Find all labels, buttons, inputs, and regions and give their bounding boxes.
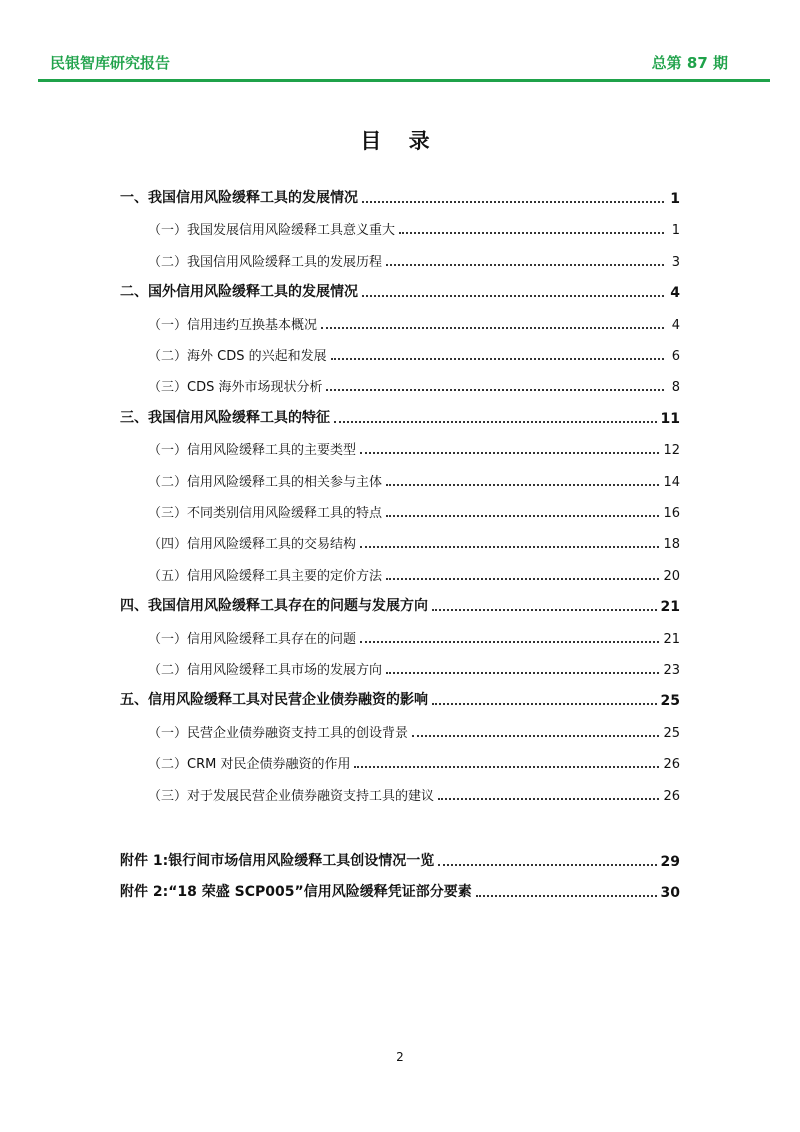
toc-entry-label: 一、我国信用风险缓释工具的发展情况 [120,190,358,206]
toc-leader-dots [331,357,664,360]
toc-entry-page: 16 [663,506,680,521]
toc-leader-dots [438,797,659,800]
toc-leader-dots [438,863,656,866]
toc-section-entry[interactable] [148,246,680,270]
toc-entry-label: （二）海外 CDS 的兴起和发展 [148,349,327,364]
toc-leader-dots [412,734,659,737]
toc-entry-label: （三）CDS 海外市场现状分析 [148,380,323,396]
toc-entry-label: （一）信用违约互换基本概况 [148,317,318,333]
toc-section-entry[interactable] [148,434,680,458]
toc-entry-label: （二）信用风险缓释工具的相关参与主体 [148,474,383,490]
toc-leader-dots [321,326,664,329]
toc-leader-dots [386,263,664,266]
toc-entry-page: 21 [663,631,680,647]
toc-entry-page: 20 [663,568,680,584]
toc-entry-page: 21 [660,599,680,616]
toc-leader-dots [334,420,657,423]
toc-section-entry[interactable] [148,466,680,490]
header-rule [38,79,770,82]
toc-leader-dots [386,671,659,674]
toc-leader-dots [326,388,664,391]
toc-entry-label: 二、国外信用风险缓释工具的发展情况 [120,284,358,301]
toc-leader-dots [476,894,657,897]
toc-chapter-entry[interactable] [120,591,680,615]
toc-entry-page: 14 [663,474,680,490]
toc-section-entry[interactable] [148,717,680,741]
toc-leader-dots [386,483,659,486]
toc-entry-page: 8 [671,380,680,396]
toc-entry-page: 29 [660,854,680,870]
toc-entry-page: 18 [663,537,680,553]
page-header [38,52,770,74]
toc-entry-page: 6 [671,349,680,364]
toc-leader-dots [360,545,659,548]
toc-entry-page: 12 [663,443,680,459]
toc-entry-page: 25 [660,693,680,710]
toc-entry-label: 四、我国信用风险缓释工具存在的问题与发展方向 [120,598,428,615]
toc-entry-label: （二）信用风险缓释工具市场的发展方向 [148,663,383,678]
page-number: 2 [396,1050,404,1064]
toc-appendix-entry[interactable] [120,877,680,901]
toc-entry-page: 4 [670,285,680,302]
report-series-title: 民银智库研究报告 [50,54,171,72]
toc-entry-page: 4 [671,317,680,333]
toc-entry-label: （三）不同类别信用风险缓释工具的特点 [148,506,383,521]
toc-chapter-entry[interactable] [120,277,680,301]
toc-section-entry[interactable] [148,309,680,333]
toc-section-entry[interactable] [148,371,680,395]
toc-section-entry[interactable] [148,623,680,647]
toc-chapter-entry[interactable] [120,685,680,709]
toc-entry-label: 附件 2:“18 荣盛 SCP005”信用风险缓释凭证部分要素 [120,884,472,900]
toc-section-entry[interactable] [148,340,680,364]
toc-leader-dots [432,702,657,705]
toc-section-entry[interactable] [148,780,680,804]
toc-entry-label: （三）对于发展民营企业债券融资支持工具的建议 [148,788,435,804]
toc-leader-dots [399,231,664,234]
toc-entry-label: 附件 1:银行间市场信用风险缓释工具创设情况一览 [120,853,435,869]
toc-entry-label: （二）我国信用风险缓释工具的发展历程 [148,254,383,270]
issue-number: 总第 87 期 [651,54,728,72]
toc-section-entry[interactable] [148,654,680,678]
toc-entry-page: 25 [663,725,680,741]
toc-section-entry[interactable] [148,497,680,521]
toc-leader-dots [362,200,664,203]
toc-section-entry[interactable] [148,560,680,584]
toc-leader-dots [386,577,659,580]
toc-chapter-entry[interactable] [120,403,680,427]
toc-entry-label: （一）信用风险缓释工具的主要类型 [148,443,357,459]
toc-entry-page: 30 [660,885,680,901]
toc-leader-dots [362,294,664,297]
toc-leader-dots [386,514,659,517]
toc-entry-page: 11 [660,410,680,427]
toc-entry-page: 1 [671,223,680,239]
toc-entry-page: 26 [663,788,680,804]
toc-entry-page: 1 [670,191,680,207]
toc-appendix-entry[interactable] [120,846,680,870]
toc-entry-label: （五）信用风险缓释工具主要的定价方法 [148,568,383,584]
toc-entry-page: 26 [663,757,680,773]
toc-leader-dots [354,765,659,768]
toc-entry-label: （一）民营企业债券融资支持工具的创设背景 [148,725,409,741]
toc-leader-dots [360,451,659,454]
toc-leader-dots [432,608,657,611]
toc-section-entry[interactable] [148,214,680,238]
toc-leader-dots [360,640,659,643]
toc-entry-label: （一）我国发展信用风险缓释工具意义重大 [148,223,396,239]
toc-entry-page: 23 [663,663,680,678]
toc-entry-label: （二）CRM 对民企债券融资的作用 [148,757,351,773]
toc-title: 目 录 [360,129,440,153]
toc-entry-label: 五、信用风险缓释工具对民营企业债券融资的影响 [120,692,428,709]
toc-entry-label: 三、我国信用风险缓释工具的特征 [120,409,330,426]
toc-entry-label: （一）信用风险缓释工具存在的问题 [148,631,357,647]
toc-entry-label: （四）信用风险缓释工具的交易结构 [148,537,357,553]
toc-section-entry[interactable] [148,748,680,772]
toc-entry-page: 3 [671,254,680,270]
toc-section-entry[interactable] [148,528,680,552]
toc-chapter-entry[interactable] [120,183,680,207]
